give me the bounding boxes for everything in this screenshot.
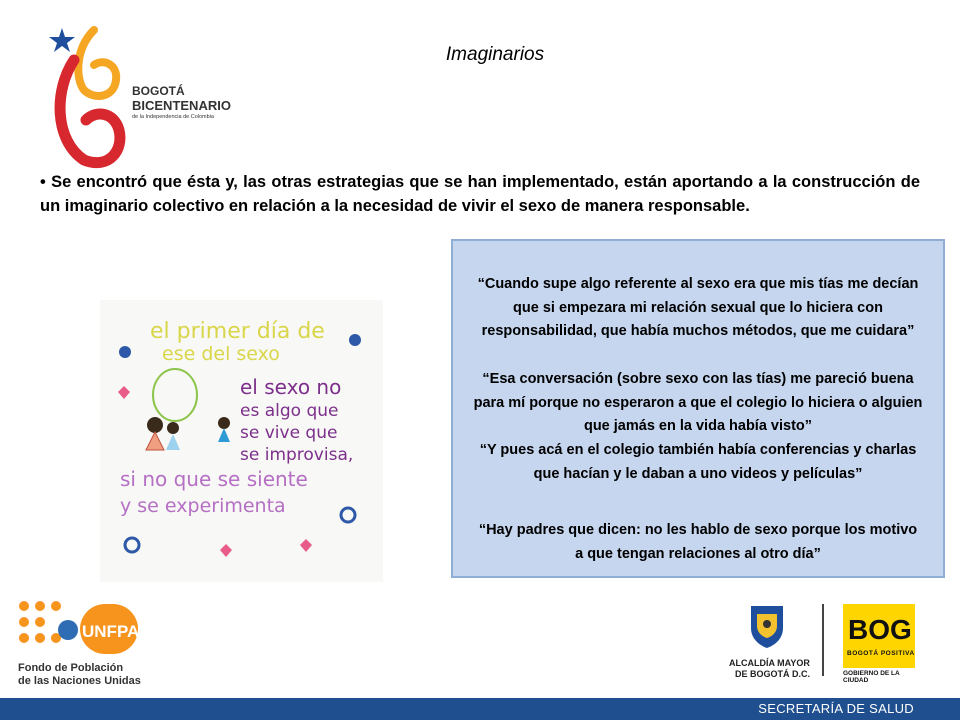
drawing-text-5: se vive que [240, 423, 338, 443]
bog-name: BOG [848, 614, 912, 645]
drawing-text-1: el primer día de [150, 319, 325, 344]
bicentenario-emblem-icon [44, 20, 134, 170]
bogota-positiva-logo [843, 604, 915, 684]
drawing-text-4: es algo que [240, 401, 339, 421]
bicentenario-title-1: BOGOTÁ [132, 84, 185, 98]
drawing-text-2: ese del sexo [162, 343, 280, 365]
bullet-icon: • [40, 173, 46, 191]
quote-3: “Y pues acá en el colegio también había conferencias y charlas que hacían y le daban a uno videos y películas” [479, 442, 917, 482]
bog-government: GOBIERNO DE LA CIUDAD [843, 670, 900, 684]
alcaldia-line-1: ALCALDÍA MAYOR [729, 658, 810, 668]
footer-secretaria-salud: SECRETARÍA DE SALUD [758, 701, 914, 716]
unfpa-logo [18, 600, 148, 690]
bog-subtitle: BOGOTÁ POSITIVA [847, 650, 915, 657]
drawing-text-8: y se experimenta [120, 495, 286, 517]
bullet-paragraph [40, 170, 920, 218]
drawing-text-3: el sexo no [240, 375, 342, 399]
unfpa-name: UNFPA [82, 622, 140, 641]
logo-divider [822, 604, 824, 676]
unfpa-emblem-icon [18, 600, 148, 656]
quote-box [451, 239, 945, 578]
drawing-text-6: se improvisa, [240, 445, 354, 465]
drawing-text-7: si no que se siente [120, 467, 308, 491]
unfpa-line-2: de las Naciones Unidas [18, 675, 141, 687]
bicentenario-subtitle: de la Independencia de Colombia [132, 114, 214, 120]
alcaldia-line-2: DE BOGOTÁ D.C. [735, 669, 811, 679]
unfpa-line-1: Fondo de Población [18, 662, 124, 674]
bicentenario-title-2: BICENTENARIO [132, 98, 231, 113]
slide-title: Imaginarios [445, 44, 545, 65]
quote-1: “Cuando supe algo referente al sexo era que mis tías me decían que si empezara mi relación sexual que lo hiciera con responsabilidad, que había muchos métodos, que me cuidara” [477, 276, 919, 339]
child-drawing-image [100, 300, 383, 582]
bogota-bicentenario-logo [44, 20, 254, 170]
bullet-text: Se encontró que ésta y, las otras estrategias que se han implementado, están aportando a la construcción de un imaginario colectivo en relación a la necesidad de vivir el sexo de manera responsable. [40, 173, 920, 215]
alcaldia-logo [725, 602, 810, 682]
coat-of-arms-icon [747, 602, 787, 650]
quote-2: “Esa conversación (sobre sexo con las tías) me pareció buena para mí porque no esperaron a que el colegio lo hiciera o alguien que jamás en la vida había visto” [473, 371, 923, 434]
quote-4: “Hay padres que dicen: no les hablo de sexo porque los motivo a que tengan relaciones al otro día” [478, 522, 918, 562]
